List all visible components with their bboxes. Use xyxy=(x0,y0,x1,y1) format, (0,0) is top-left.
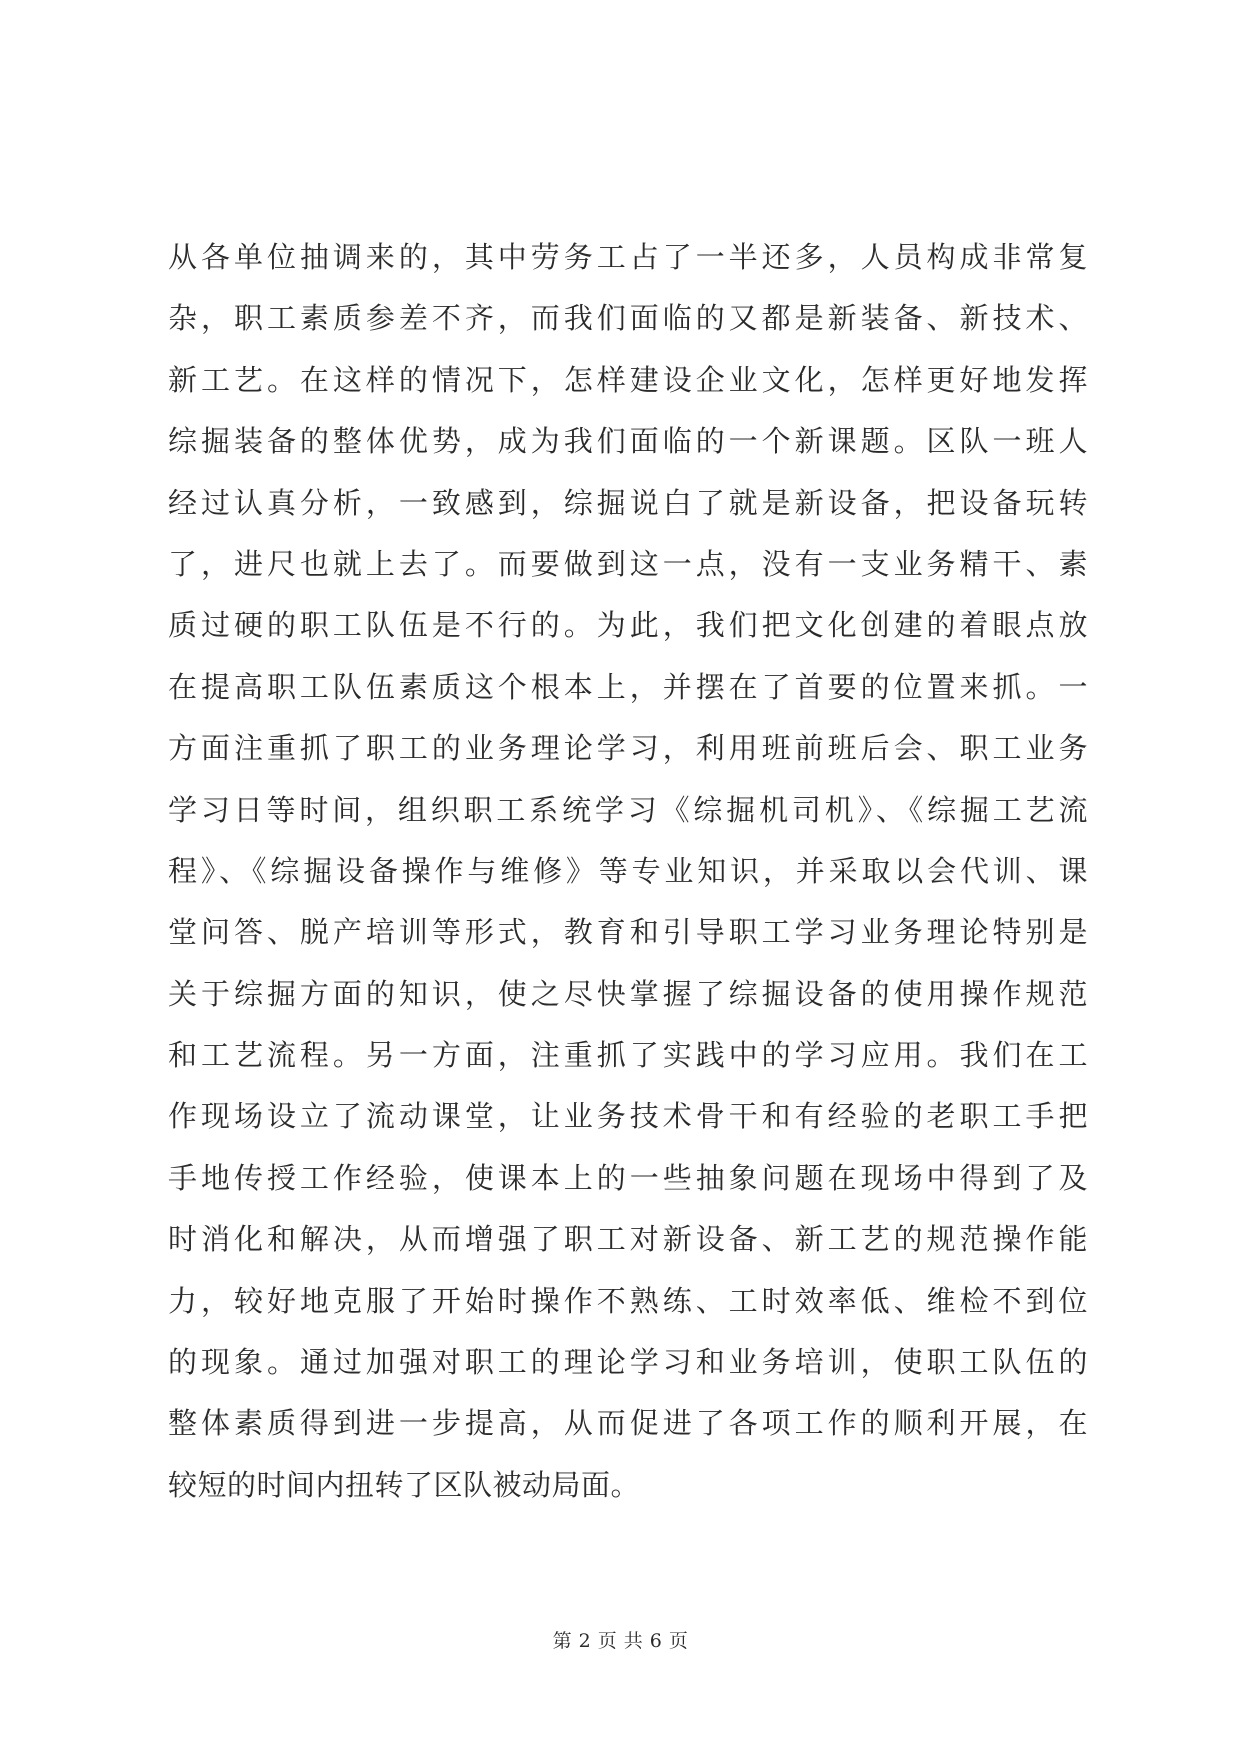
text-line: 学习日等时间，组织职工系统学习《综掘机司机》、《综掘工艺流 xyxy=(168,792,1088,827)
text-line: 和工艺流程。另一方面，注重抓了实践中的学习应用。我们在工 xyxy=(168,1038,1088,1073)
page-footer: 第 2 页 共 6 页 xyxy=(552,1630,689,1652)
text-line: 整体素质得到进一步提高，从而促进了各项工作的顺利开展，在 xyxy=(168,1406,1088,1441)
text-line: 新工艺。在这样的情况下，怎样建设企业文化，怎样更好地发挥 xyxy=(168,362,1088,397)
text-line: 经过认真分析，一致感到，综掘说白了就是新设备，把设备玩转 xyxy=(168,485,1088,520)
text-line: 从各单位抽调来的，其中劳务工占了一半还多，人员构成非常复 xyxy=(168,240,1088,274)
text-line: 方面注重抓了职工的业务理论学习，利用班前班后会、职工业务 xyxy=(168,731,1088,766)
text-line: 综掘装备的整体优势，成为我们面临的一个新课题。区队一班人 xyxy=(168,424,1088,459)
text-line: 作现场设立了流动课堂，让业务技术骨干和有经验的老职工手把 xyxy=(168,1099,1088,1134)
text-line-last: 较短的时间内扭转了区队被动局面。 xyxy=(168,1467,641,1502)
text-line: 在提高职工队伍素质这个根本上，并摆在了首要的位置来抓。一 xyxy=(168,669,1088,704)
text-line: 手地传授工作经验，使课本上的一些抽象问题在现场中得到了及 xyxy=(168,1160,1088,1195)
text-line: 质过硬的职工队伍是不行的。为此，我们把文化创建的着眼点放 xyxy=(168,608,1088,643)
body-paragraph xyxy=(168,227,1088,1516)
text-line: 堂问答、脱产培训等形式，教育和引导职工学习业务理论特别是 xyxy=(168,915,1088,950)
text-line: 的现象。通过加强对职工的理论学习和业务培训，使职工队伍的 xyxy=(168,1345,1088,1380)
text-line: 程》、《综掘设备操作与维修》等专业知识，并采取以会代训、课 xyxy=(168,853,1088,888)
text-line: 时消化和解决，从而增强了职工对新设备、新工艺的规范操作能 xyxy=(168,1222,1088,1257)
text-line: 了，进尺也就上去了。而要做到这一点，没有一支业务精干、素 xyxy=(168,546,1088,581)
text-line: 关于综掘方面的知识，使之尽快掌握了综掘设备的使用操作规范 xyxy=(168,976,1088,1011)
text-line: 力，较好地克服了开始时操作不熟练、工时效率低、维检不到位 xyxy=(168,1283,1088,1318)
text-line: 杂，职工素质参差不齐，而我们面临的又都是新装备、新技术、 xyxy=(168,301,1088,336)
